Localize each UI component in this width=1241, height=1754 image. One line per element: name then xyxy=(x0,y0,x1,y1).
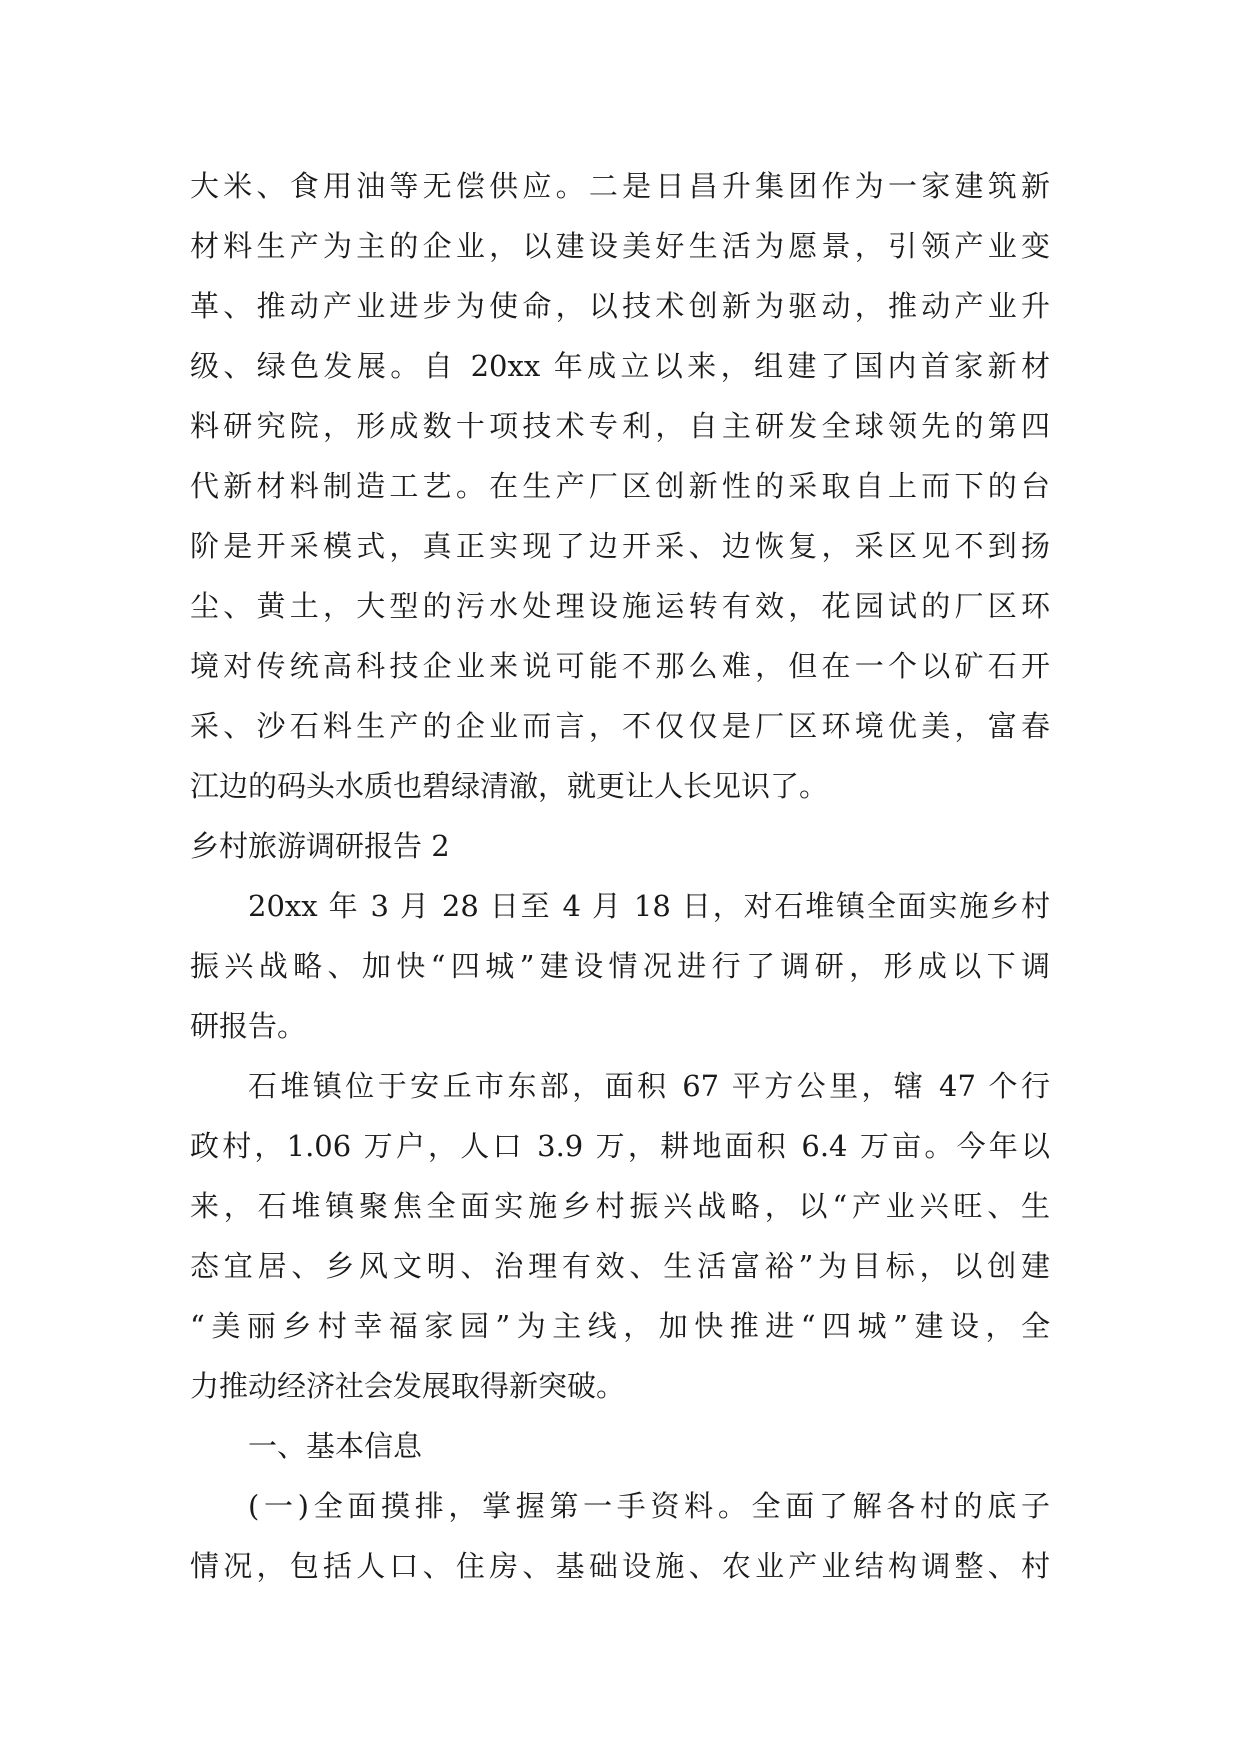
intro-paragraph xyxy=(190,876,1050,1056)
item-1-paragraph xyxy=(190,1476,1050,1596)
text-line: 来，石堆镇聚焦全面实施乡村振兴战略，以“产业兴旺、生 xyxy=(190,1189,1050,1223)
text-line: 采、沙石料生产的企业而言，不仅仅是厂区环境优美，富春 xyxy=(190,709,1050,743)
text-line: 尘、黄土，大型的污水处理设施运转有效，花园试的厂区环 xyxy=(190,589,1050,623)
text-line: 政村，1.06 万户，人口 3.9 万，耕地面积 6.4 万亩。今年以 xyxy=(190,1129,1050,1163)
text-line: 境对传统高科技企业来说可能不那么难，但在一个以矿石开 xyxy=(190,649,1050,683)
text-line: 代新材料制造工艺。在生产厂区创新性的采取自上而下的台 xyxy=(190,469,1050,503)
text-line: 振兴战略、加快“四城”建设情况进行了调研，形成以下调 xyxy=(190,949,1050,983)
text-line: 大米、食用油等无偿供应。二是日昌升集团作为一家建筑新 xyxy=(190,169,1050,203)
text-line: 江边的码头水质也碧绿清澈，就更让人长见识了。 xyxy=(190,769,829,803)
text-line: 20xx 年 3 月 28 日至 4 月 18 日，对石堆镇全面实施乡村 xyxy=(248,889,1050,923)
text-line: 情况，包括人口、住房、基础设施、农业产业结构调整、村 xyxy=(190,1549,1050,1583)
text-line: 级、绿色发展。自 20xx 年成立以来，组建了国内首家新材 xyxy=(190,349,1050,383)
text-line: 革、推动产业进步为使命，以技术创新为驱动，推动产业升 xyxy=(190,289,1050,323)
continuation-paragraph xyxy=(190,156,1050,816)
text-line: 研报告。 xyxy=(190,1009,307,1043)
text-line: (一)全面摸排，掌握第一手资料。全面了解各村的底子 xyxy=(248,1489,1050,1523)
text-line: 力推动经济社会发展取得新突破。 xyxy=(190,1369,626,1403)
text-line: 态宜居、乡风文明、治理有效、生活富裕”为目标，以创建 xyxy=(190,1249,1050,1283)
text-line: 材料生产为主的企业，以建设美好生活为愿景，引领产业变 xyxy=(190,229,1050,263)
text-line: 料研究院，形成数十项技术专利，自主研发全球领先的第四 xyxy=(190,409,1050,443)
text-line: 阶是开采模式，真正实现了边开采、边恢复，采区见不到扬 xyxy=(190,529,1050,563)
section-title: 乡村旅游调研报告 2 xyxy=(190,829,450,863)
document-body xyxy=(190,156,1050,1596)
subheading: 一、基本信息 xyxy=(248,1429,423,1463)
overview-paragraph xyxy=(190,1056,1050,1416)
text-line: “美丽乡村幸福家园”为主线，加快推进“四城”建设，全 xyxy=(190,1309,1050,1343)
text-line: 石堆镇位于安丘市东部，面积 67 平方公里，辖 47 个行 xyxy=(248,1069,1050,1103)
